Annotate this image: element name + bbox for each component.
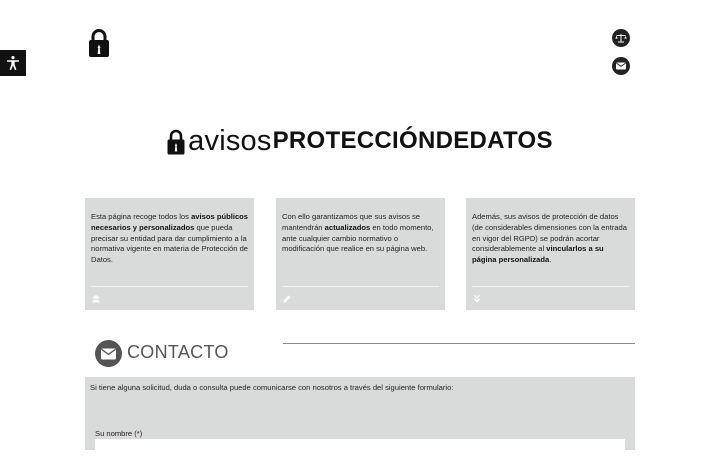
- page-title: [0, 125, 720, 157]
- envelope-icon: [101, 348, 116, 360]
- padlock-icon: [88, 28, 110, 58]
- card-divider: [282, 286, 439, 287]
- section-divider: [283, 343, 635, 344]
- accessibility-icon: [5, 55, 21, 71]
- card-divider: [472, 286, 629, 287]
- title-bold: PROTECCIÓNDEDATOS: [272, 127, 553, 154]
- email-button[interactable]: [612, 57, 630, 75]
- contact-icon-badge: [95, 340, 122, 367]
- card-divider: [91, 286, 248, 287]
- double-chevron-down-icon: [472, 294, 482, 304]
- name-input[interactable]: [95, 439, 625, 459]
- pencil-icon: [282, 294, 292, 304]
- card-text: Además, sus avisos de protección de datos (de considerables dimensiones con la entrada en vigor del RGPD) se podrán acortar considerablemente al vincularlos a su página personalizada.: [472, 212, 627, 265]
- contact-title: CONTACTO: [127, 342, 229, 362]
- legal-button[interactable]: [612, 29, 630, 47]
- site-logo[interactable]: [88, 28, 110, 58]
- contact-intro: Si tiene alguna solicitud, duda o consulta puede comunicarse con nosotros a través del siguiente formulario:: [90, 383, 454, 392]
- info-card: [85, 198, 254, 310]
- accessibility-button[interactable]: [0, 50, 26, 76]
- info-card: [276, 198, 445, 310]
- title-light: avisos: [188, 125, 272, 157]
- scales-icon: [615, 33, 627, 43]
- info-card: [466, 198, 635, 310]
- padlock-icon: [167, 129, 185, 155]
- card-text: Esta página recoge todos los avisos públicos necesarios y personalizados que pueda precisar su entidad para dar cumplimiento a la normativa vigente en materia de Protección de Datos.: [91, 212, 249, 265]
- name-label: Su nombre (*): [95, 429, 143, 438]
- envelope-icon: [616, 62, 626, 70]
- users-icon: [91, 294, 101, 304]
- card-text: Con ello garantizamos que sus avisos se mantendrán actualizados en todo momento, ante cualquier cambio normativo o modificación que realice en su página web.: [282, 212, 434, 254]
